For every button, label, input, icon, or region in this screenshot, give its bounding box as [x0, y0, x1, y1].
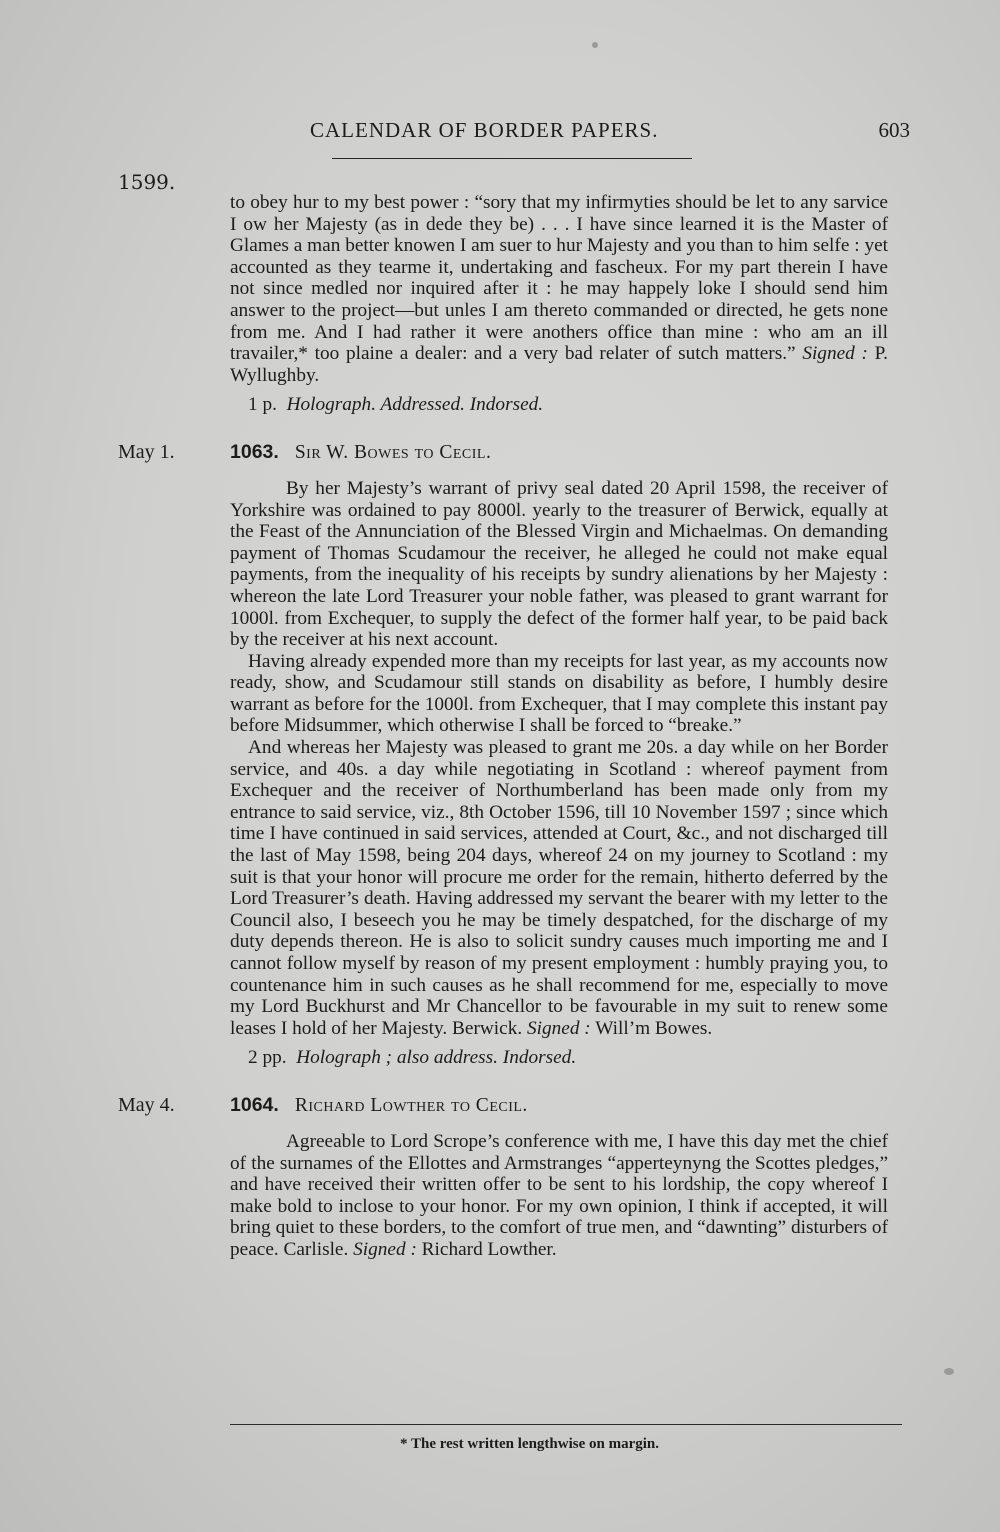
entry-heading [230, 442, 491, 464]
entry-paragraph: By her Majesty’s warrant of privy seal dated 20 April 1598, the receiver of Yorkshire was ordained to pay 8000l. yearly to the treasurer of Berwick, equally at the Feast of the Annunciation of the Blessed Virgin and Michaelmas. On demanding payment of Thomas Scudamour the receiver, he alleged he could not make equal payments, from the inequality of his receipts by sundry alienations by her Majesty : whereon the late Lord Treasurer your noble father, was pleased to grant warrant for 1000l. from Exchequer, to supply the defect of the former half year, to be paid back by the receiver at his next account. [230, 477, 888, 651]
document-body [118, 192, 889, 1261]
paragraph-text: Agreeable to Lord Scrope’s conference with me, I have this day met the chief of the surnames of the Ellottes and Armstranges “apperteynyng the Scottes pledges,” and have received their written offer to be sent to his lordship, the copy whereof I make bold to inclose to your honor. For my own opinion, I think if accepted, it will bring quiet to these borders, to the comfort of true men, and “dawnting” disturbers of peace. Carlisle. [230, 1130, 888, 1260]
header-rule [332, 158, 692, 159]
entry-title: Sir W. Bowes to Cecil. [294, 441, 492, 463]
paper-speck [944, 1368, 954, 1375]
entry-number: 1063. [230, 440, 279, 463]
entry-date: May 1. [118, 440, 175, 463]
continuation-text: to obey hur to my best power : “sory that my infirmyties should be let to any sarvice I ow her Majesty (as in dede they be) . . . I have since learned it is the Master of Glames a man better knowen I am suer to hur Majesty and you than to him selfe : yet accounted as they tearme it, undertaking and fascheux. For my part therein I have not since medled nor inquired after it : he may happely loke I should send him answer to the project—but unles I am thereto commanded or directed, he gets none from me. And I had rather it were anothers office than mine : who am an ill travailer,* too plaine a dealer: and a very bad relater of sutch matters.” [230, 192, 888, 365]
entry-heading [230, 1095, 528, 1117]
page-header [310, 118, 910, 158]
footnote: * The rest written lengthwise on margin. [400, 1436, 660, 1452]
signed-name: Will’m Bowes. [590, 1017, 713, 1039]
year-marker: 1599. [118, 170, 176, 194]
paper-speck [592, 42, 598, 48]
entry-paragraph [230, 737, 888, 1039]
continuation-paragraph [230, 192, 888, 386]
signed-name: Richard Lowther. [416, 1238, 557, 1260]
signed-label: Signed : [802, 343, 868, 365]
continuation-meta [248, 394, 888, 416]
entry-header-1063 [118, 440, 888, 472]
entry-date: May 4. [118, 1093, 175, 1116]
entry-meta [248, 1047, 888, 1069]
meta-rest: Holograph ; also address. Indorsed. [296, 1047, 577, 1069]
entry-body-1063 [230, 478, 888, 1069]
signed-name: P. Wyllughby. [230, 343, 889, 386]
meta-rest: Holograph. Addressed. Indorsed. [286, 394, 544, 416]
footnote-rule [230, 1424, 902, 1425]
signed-label: Signed : [527, 1017, 591, 1039]
entry-paragraph: Having already expended more than my receipts for last year, as my accounts now ready, show, and Scudamour still stands on disability as before, I humbly desire warrant as before for the 1000l. from Exchequer, that I may complete this instant pay before Midsummer, which otherwise I shall be forced to “breake.” [230, 650, 888, 737]
meta-count: 1 p. [248, 394, 277, 416]
paragraph-text: And whereas her Majesty was pleased to grant me 20s. a day while on her Border service, and 40s. a day while negotiating in Scotland : whereof payment from Exchequer and the receiver of Northumberland has been made only from my entrance to said service, viz., 8th October 1596, till 10 November 1597 ; since which time I have continued in said services, attended at Court, &c., and not discharged till the last of May 1598, being 204 days, whereof 24 on my journey to Scotland : my suit is that your honor will procure me order for the remain, hitherto deferred by the Lord Treasurer’s death. Having addressed my servant the bearer with my letter to the Council also, I beseech you he may be timely despatched, for the discharge of my duty depends thereon. He is also to solicit sundry causes much importing me and I cannot follow myself by reason of my present employment : humbly praying you, to countenance him in such causes as he shall recommend for me, especially to move my Lord Buckhurst and Mr Chancellor to be favourable in my suit to renew some leases I hold of her Majesty. Berwick. [230, 737, 888, 1039]
page-number: 603 [878, 118, 910, 142]
meta-count: 2 pp. [248, 1047, 287, 1069]
running-title: CALENDAR OF BORDER PAPERS. [310, 118, 659, 142]
entry-title: Richard Lowther to Cecil. [294, 1094, 528, 1116]
entry-paragraph [230, 1131, 888, 1261]
entry-body-1064 [230, 1131, 888, 1261]
signed-label: Signed : [353, 1238, 417, 1260]
entry-header-1064 [118, 1093, 888, 1125]
entry-number: 1064. [230, 1093, 279, 1116]
